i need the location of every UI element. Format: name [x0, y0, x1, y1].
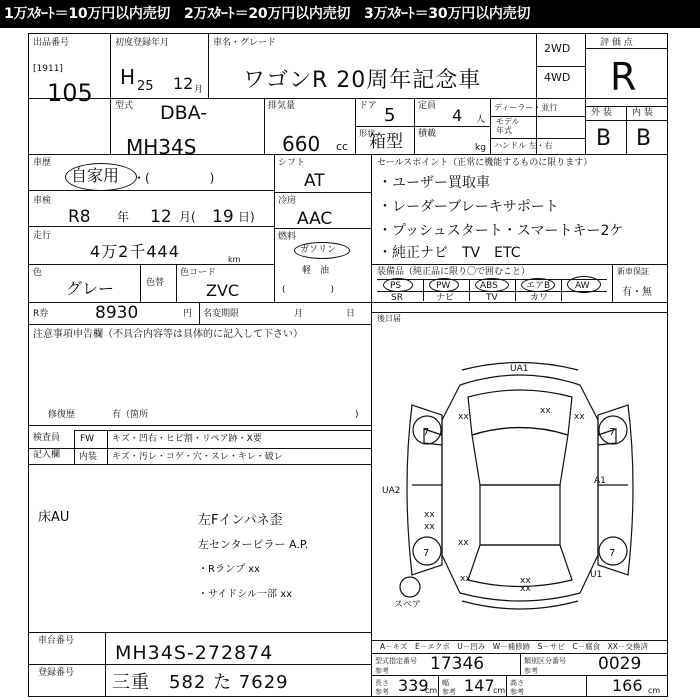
car-roof — [480, 485, 560, 545]
int-label: 内 装 — [632, 108, 653, 118]
inspection-month: 12 — [150, 207, 172, 227]
inspection-year-unit: 年 — [117, 210, 130, 224]
loading-label: 積載 — [418, 129, 437, 139]
equip-airbag-circle — [521, 278, 555, 292]
height: 166 — [612, 676, 643, 695]
equip-ps-circle — [383, 278, 413, 292]
km-unit: km — [228, 255, 241, 264]
mileage-label: 走行 — [33, 231, 52, 241]
mark-xx-7: xx — [520, 576, 531, 586]
ext-label: 外 装 — [591, 108, 612, 118]
ext-grade: B — [596, 126, 612, 151]
inspector-int-label: 内装 — [79, 452, 98, 462]
name-change-month: 月 — [294, 309, 304, 319]
score-label: 評 価 点 — [600, 38, 633, 48]
use-rest: ・( ) — [133, 171, 215, 185]
kg-unit: kg — [475, 143, 486, 153]
color-label: 色 — [33, 268, 43, 278]
car-body-outline — [442, 375, 598, 601]
mark-xx-1: xx — [458, 412, 469, 422]
width-ref: 参考 — [442, 688, 456, 696]
sales-label: セールスポイント（正常に機能するものに限ります） — [377, 158, 593, 168]
length-unit: cm — [425, 686, 438, 695]
wheel-mark-fl: 7 — [423, 427, 430, 438]
mark-xx-9: xx — [460, 574, 471, 584]
recycle-yen: 円 — [183, 309, 193, 319]
chassis-label: 車台番号 — [38, 636, 75, 646]
width: 147 — [464, 676, 495, 695]
sales-point-2: ・レーダーブレーキサポート — [378, 199, 559, 215]
type-no-label: 型式指定番号 — [375, 657, 417, 665]
lot-sub: [1911] — [33, 64, 63, 74]
lot-number-label: 出品番号 — [33, 38, 70, 48]
inspector-label-1: 検査員 — [33, 433, 61, 443]
legend: A－キズ E－エクボ U－凹み W－補修跡 S－サビ C－腐食 XX－交換済 — [380, 642, 648, 651]
model-year-label: モデル 年式 — [496, 117, 520, 135]
displacement-label: 排気量 — [268, 101, 296, 111]
height-unit: cm — [648, 686, 661, 695]
doors: 5 — [384, 105, 396, 126]
capacity-unit: 人 — [476, 115, 486, 125]
first-reg-era: H — [120, 65, 136, 89]
capacity: 4 — [452, 106, 463, 125]
score: R — [610, 55, 637, 99]
equip-ps: PS — [390, 281, 402, 291]
mark-xx-8: xx — [520, 584, 531, 594]
shape: 箱型 — [369, 132, 403, 152]
doors-label: ドア — [359, 101, 377, 111]
wheel-mark-rr: 7 — [609, 548, 616, 559]
mark-u1: U1 — [590, 570, 603, 580]
fuel-light: 軽 油 — [302, 266, 330, 276]
equip-aw-circle — [567, 276, 601, 293]
inspection-era: R8 — [68, 207, 91, 227]
mark-xx-5: xx — [424, 522, 435, 532]
new-car-label: 新車保証 — [617, 267, 649, 276]
note-right-4: ・サイドシル一部 xx — [198, 589, 293, 600]
equip-pw: PW — [436, 281, 451, 291]
equip-navi: ナビ — [436, 293, 455, 303]
first-registration-label: 初度登録年月 — [115, 38, 170, 48]
chassis-number: MH34S-272874 — [115, 642, 274, 664]
first-reg-year: 25 — [137, 79, 154, 94]
use-label: 車歴 — [33, 158, 52, 168]
model-code: MH34S — [126, 135, 197, 159]
color-code: ZVC — [206, 281, 240, 300]
drive-4wd: 4WD — [544, 71, 571, 84]
equipment-label: 装備品（純正品に限り〇で囲むこと） — [377, 267, 531, 277]
mark-ua2: UA2 — [382, 486, 401, 496]
mark-ua1: UA1 — [510, 364, 529, 374]
width-unit: cm — [493, 686, 506, 695]
car-name-label: 車名・グレード — [213, 38, 277, 48]
height-ref: 参考 — [510, 688, 524, 696]
first-reg-month: 12 — [173, 74, 194, 93]
spare-wheel — [400, 577, 420, 597]
cc-unit: cc — [336, 140, 349, 153]
windshield — [472, 428, 568, 486]
wheel-mark-fr: 7 — [609, 427, 616, 438]
use-value: 自家用 — [71, 166, 120, 185]
name-change-day: 日 — [346, 309, 356, 319]
color: グレー — [66, 279, 115, 298]
car-name: ワゴンR 20周年記念車 — [243, 68, 482, 93]
car-damage-diagram — [372, 325, 668, 625]
notes-label: 注意事項申告欄（不具合内容等は具体的に記入して下さい） — [33, 329, 303, 340]
mark-xx-4: xx — [424, 510, 435, 520]
ac-label: 冷房 — [278, 196, 297, 206]
shape-label: 形状 — [359, 129, 375, 138]
class-no-label: 類別区分番号 — [524, 657, 566, 665]
height-label: 高さ — [510, 679, 524, 687]
class-number: 0029 — [598, 654, 642, 674]
note-right-3: ・Rランプ xx — [198, 564, 260, 575]
inspection-label: 車検 — [33, 196, 52, 206]
mark-xx-3: xx — [540, 406, 551, 416]
inspector-fw-text: キズ・凹右・ヒビ割・リペア跡・X要 — [112, 434, 262, 444]
length-ref: 参考 — [375, 688, 389, 696]
color-code-label: 色コード — [180, 268, 217, 278]
recycle-label: R券 — [33, 309, 49, 319]
rear-bumper — [462, 601, 578, 609]
equip-leather: カワ — [530, 293, 549, 303]
fuel-gas: ガソリン — [300, 245, 337, 255]
shift: AT — [304, 171, 325, 191]
lot-number: 105 — [47, 79, 93, 107]
length-label: 長さ — [375, 679, 389, 687]
capacity-label: 定員 — [418, 101, 437, 111]
equip-tv: TV — [486, 293, 498, 303]
mark-xx-2: xx — [574, 412, 585, 422]
recycle: 8930 — [95, 303, 139, 323]
inspection-month-unit: 月( — [179, 210, 196, 224]
trim-label: 色替 — [146, 278, 165, 288]
registration-label: 登録番号 — [38, 668, 75, 678]
shift-label: シフト — [278, 158, 306, 168]
repair-value: 有（箇所 — [112, 410, 149, 420]
class-no-ref: 参考 — [524, 667, 538, 675]
sales-point-4: ・純正ナビ TV ETC — [378, 245, 521, 261]
note-right-2: 左センターピラー A.P. — [198, 538, 309, 551]
mileage: 4万2千444 — [90, 242, 180, 261]
mark-a1: A1 — [594, 476, 606, 486]
type-no-ref: 参考 — [375, 667, 389, 675]
sales-point-3: ・プッシュスタート・スマートキー2ケ — [378, 223, 624, 239]
model-prefix: DBA- — [160, 102, 208, 124]
int-grade: B — [636, 126, 652, 151]
equip-sr: SR — [391, 293, 403, 303]
equip-pw-circle — [429, 278, 459, 292]
registration-number: 三重 582 た 7629 — [112, 672, 289, 693]
type-number: 17346 — [430, 654, 485, 674]
inspection-day: 19 — [212, 207, 234, 227]
first-reg-month-unit: 月 — [194, 85, 204, 95]
equip-abs: ABS — [480, 281, 498, 291]
inspector-int-text: キズ・汚レ・コゲ・穴・スレ・キレ・破レ — [112, 452, 283, 462]
inspection-day-unit: 日) — [238, 210, 255, 224]
mark-xx-6: xx — [458, 538, 469, 548]
equip-aw: AW — [575, 281, 590, 291]
fuel-label: 燃料 — [278, 232, 297, 242]
name-change-label: 名変期限 — [203, 309, 240, 319]
equip-airbag: エアB — [526, 281, 551, 291]
spare-label: スペア — [394, 600, 422, 610]
new-car-value: 有・無 — [622, 287, 652, 298]
note-right-1: 左Fインパネ歪 — [198, 513, 283, 528]
fuel-paren: ( ) — [282, 285, 335, 295]
width-label: 幅 — [442, 679, 449, 687]
after-fit-label: 後日届 — [377, 314, 401, 323]
note-left: 床AU — [38, 510, 70, 525]
hood — [468, 390, 572, 435]
inspector-label-2: 記入欄 — [33, 450, 61, 460]
handle-label: ハンドル 左・右 — [494, 141, 553, 150]
drive-2wd: 2WD — [544, 42, 571, 55]
equip-abs-circle — [475, 278, 509, 292]
length: 339 — [398, 676, 429, 695]
inspector-fw-label: FW — [80, 434, 95, 444]
banner: 1万ｽﾀｰﾄ＝10万円以内売切 2万ｽﾀｰﾄ＝20万円以内売切 3万ｽﾀｰﾄ＝30万円以内売切 — [0, 0, 700, 28]
repair-label: 修復歴 — [48, 410, 76, 420]
model-label: 型式 — [115, 101, 134, 111]
dealer-label: ディーラー・並行 — [494, 103, 558, 112]
sales-point-1: ・ユーザー買取車 — [378, 175, 490, 191]
ac: AAC — [297, 209, 333, 229]
wheel-mark-rl: 7 — [423, 548, 430, 559]
displacement: 660 — [282, 132, 321, 156]
